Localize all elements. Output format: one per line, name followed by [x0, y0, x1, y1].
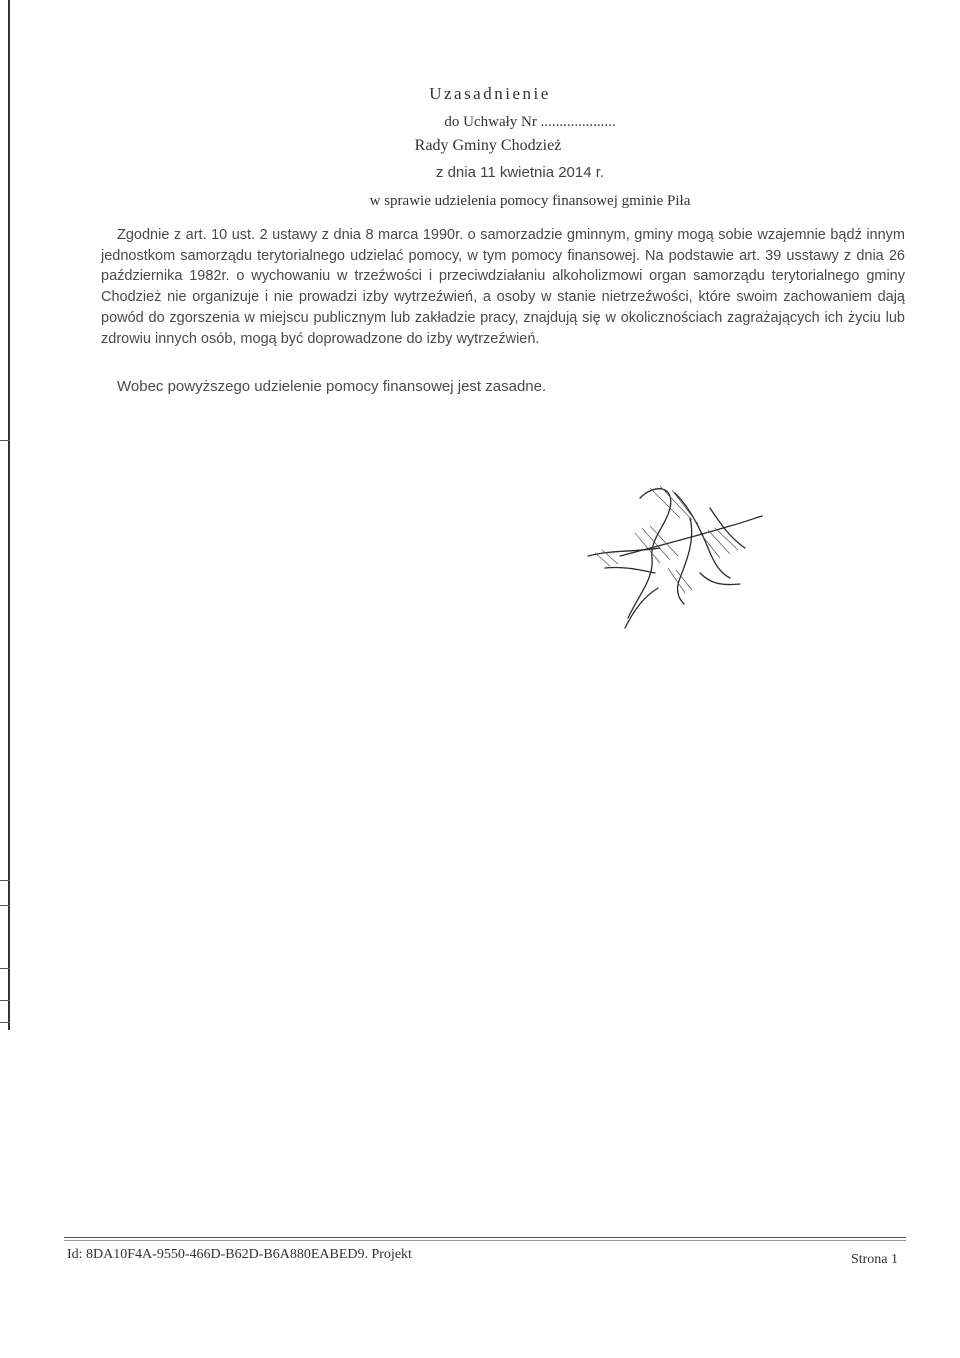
- handwritten-signature: [580, 478, 770, 638]
- justification-paragraph: Zgodnie z art. 10 ust. 2 ustawy z dnia 8 marca 1990r. o samorzadzie gminnym, gminy mogą sobie wzajemnie bądź innym jednostkom samorządu terytorialnego udzielać pomocy, w tym pomocy finansowej. Na podstawie art. 39 usstawy z dnia 26 października 1982r. o wychowaniu w trzeźwości i przeciwdziałaniu alkoholizmowi organ samorządu terytorialnego gminy Chodzież nie organizuje i nie prowadzi izby wytrzeźwień, a osoby w stanie nietrzeźwości, które swoim zachowaniem dają powód do zgorszenia w miejscu publicznym lub zakładzie pracy, znajdują się w okolicznościach zagrażających ich życiu lub zdrowiu innych osób, mogą być doprowadzone do izby wytrzeźwień.: [101, 227, 905, 347]
- document-id: Id: 8DA10F4A-9550-466D-B62D-B6A880EABED9. Projekt: [67, 1247, 412, 1262]
- scan-edge-tick: [0, 880, 10, 881]
- scan-edge-tick: [0, 1000, 10, 1001]
- scan-edge-tick: [0, 1022, 10, 1023]
- scan-edge-tick: [0, 968, 10, 969]
- conclusion-paragraph: Wobec powyższego udzielenie pomocy finansowej jest zasadne.: [117, 378, 547, 395]
- council-name: Rady Gminy Chodzież: [414, 137, 562, 154]
- document-subject: w sprawie udzielenia pomocy finansowej gminie Piła: [369, 193, 691, 209]
- footer-rule-secondary: [64, 1240, 906, 1241]
- page-number: Strona 1: [850, 1252, 898, 1267]
- scan-edge-tick: [0, 440, 10, 441]
- scan-edge-tick: [0, 905, 10, 906]
- document-title: Uzasadnienie: [429, 84, 551, 103]
- resolution-reference: do Uchwały Nr ....................: [444, 114, 616, 130]
- document-date: z dnia 11 kwietnia 2014 r.: [435, 164, 605, 181]
- footer-rule: [64, 1237, 906, 1238]
